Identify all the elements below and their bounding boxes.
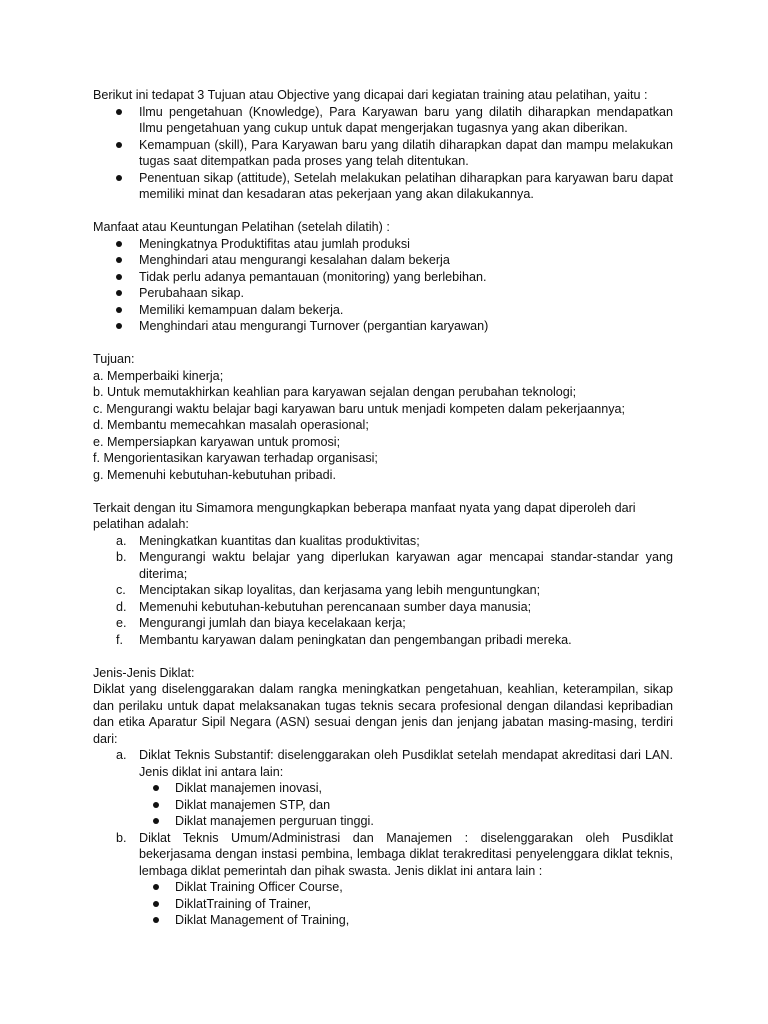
objective-item: Ilmu pengetahuan (Knowledge), Para Karyawan baru yang dilatih diharapkan mendapatkan Ilmu pengetahuan yang cukup untuk dapat mengerjakan tugasnya yang akan diberikan. <box>139 104 673 135</box>
sub-item: Diklat manajemen perguruan tinggi. <box>175 813 673 830</box>
benefit-item: Perubahaan sikap. <box>139 285 673 302</box>
simamora-item-text: Memenuhi kebutuhan-kebutuhan perencanaan sumber daya manusia; <box>139 599 532 614</box>
type-item-text: Diklat Teknis Substantif: diselenggarakan oleh Pusdiklat setelah mendapat akreditasi dari LAN. Jenis diklat ini antara lain: <box>139 748 673 779</box>
goal-item: f. Mengorientasikan karyawan terhadap organisasi; <box>93 451 378 465</box>
list-marker: f. <box>116 632 123 647</box>
simamora-item-text: Mengurangi jumlah dan biaya kecelakaan kerja; <box>139 616 406 630</box>
goals-list <box>93 368 673 484</box>
intro-paragraph: Berikut ini tedapat 3 Tujuan atau Objective yang dicapai dari kegiatan training atau pelatihan, yaitu : <box>93 88 648 102</box>
type-item-text: Diklat Teknis Umum/Administrasi dan Manajemen : diselenggarakan oleh Pusdiklat bekerjasama dengan instasi pembina, lembaga diklat terakreditasi penyelenggara diklat teknis, lembaga diklat pemerintah dan pihak swasta. Jenis diklat ini antara lain : <box>139 830 673 878</box>
type-item <box>116 747 673 830</box>
types-list <box>93 747 673 929</box>
simamora-item <box>116 533 673 550</box>
types-heading: Jenis-Jenis Diklat: <box>93 665 195 680</box>
goal-item: b. Untuk memutakhirkan keahlian para karyawan sejalan dengan perubahan teknologi; <box>93 385 577 399</box>
benefit-item: Memiliki kemampuan dalam bekerja. <box>139 302 673 319</box>
simamora-intro: Terkait dengan itu Simamora mengungkapkan beberapa manfaat nyata yang dapat diperoleh dari pelatihan adalah: <box>93 500 636 531</box>
goals-heading: Tujuan: <box>93 352 135 366</box>
sub-item: DiklatTraining of Trainer, <box>175 896 673 913</box>
list-marker: c. <box>116 583 126 597</box>
list-marker: b. <box>116 830 127 845</box>
goal-item: e. Mempersiapkan karyawan untuk promosi; <box>93 434 341 449</box>
simamora-item <box>116 549 673 582</box>
benefit-item: Tidak perlu adanya pemantauan (monitoring) yang berlebihan. <box>139 269 673 286</box>
simamora-item <box>116 615 673 632</box>
list-marker: e. <box>116 616 127 630</box>
goal-item: a. Memperbaiki kinerja; <box>93 368 224 383</box>
simamora-item <box>116 599 673 616</box>
benefit-item: Menghindari atau mengurangi kesalahan dalam bekerja <box>139 252 673 269</box>
simamora-list <box>93 533 673 649</box>
simamora-item-text: Mengurangi waktu belajar yang diperlukan karyawan agar mencapai standar-standar yang diterima; <box>139 550 673 581</box>
goal-item: g. Memenuhi kebutuhan-kebutuhan pribadi. <box>93 467 336 482</box>
simamora-item-text: Meningkatkan kuantitas dan kualitas produktivitas; <box>139 533 420 548</box>
list-marker: b. <box>116 550 127 564</box>
sub-item: Diklat Training Officer Course, <box>175 879 673 896</box>
list-marker: a. <box>116 748 127 762</box>
list-marker: a. <box>116 533 127 548</box>
objective-item: Kemampuan (skill), Para Karyawan baru yang dilatih diharapkan dapat dan mampu melakukan tugas saat ditempatkan pada proses yang telah ditentukan. <box>139 137 673 168</box>
goal-item: d. Membantu memecahkan masalah operasional; <box>93 418 369 432</box>
list-marker: d. <box>116 599 127 614</box>
benefits-heading: Manfaat atau Keuntungan Pelatihan (setelah dilatih) : <box>93 220 390 234</box>
benefits-list <box>93 236 673 335</box>
type-sublist <box>139 879 673 929</box>
sub-item: Diklat Management of Training, <box>175 912 673 929</box>
simamora-item <box>116 582 673 599</box>
types-intro: Diklat yang diselenggarakan dalam rangka meningkatkan pengetahuan, keahlian, keterampilan, sikap dan perilaku untuk dapat melaksanakan tugas teknis secara profesional dengan dilandasi kepribadian dan etika Aparatur Sipil Negara (ASN) sesuai dengan jenis dan jenjang jabatan masing-masing, terdiri dari: <box>93 682 673 746</box>
objective-item: Penentuan sikap (attitude), Setelah melakukan pelatihan diharapkan para karyawan baru dapat memiliki minat dan kesadaran atas pekerjaan yang akan dilakukannya. <box>139 170 673 201</box>
sub-item: Diklat manajemen STP, dan <box>175 797 673 814</box>
document-body <box>93 87 673 929</box>
sub-item: Diklat manajemen inovasi, <box>175 780 673 797</box>
benefit-item: Menghindari atau mengurangi Turnover (pergantian karyawan) <box>139 318 673 335</box>
simamora-item-text: Membantu karyawan dalam peningkatan dan pengembangan pribadi mereka. <box>139 632 572 647</box>
simamora-item <box>116 632 673 649</box>
type-sublist <box>139 780 673 830</box>
type-item <box>116 830 673 929</box>
benefit-item: Meningkatnya Produktifitas atau jumlah produksi <box>139 236 673 253</box>
simamora-item-text: Menciptakan sikap loyalitas, dan kerjasama yang lebih menguntungkan; <box>139 583 541 597</box>
goal-item: c. Mengurangi waktu belajar bagi karyawan baru untuk menjadi kompeten dalam pekerjaannya; <box>93 401 626 416</box>
objectives-list <box>93 104 673 203</box>
